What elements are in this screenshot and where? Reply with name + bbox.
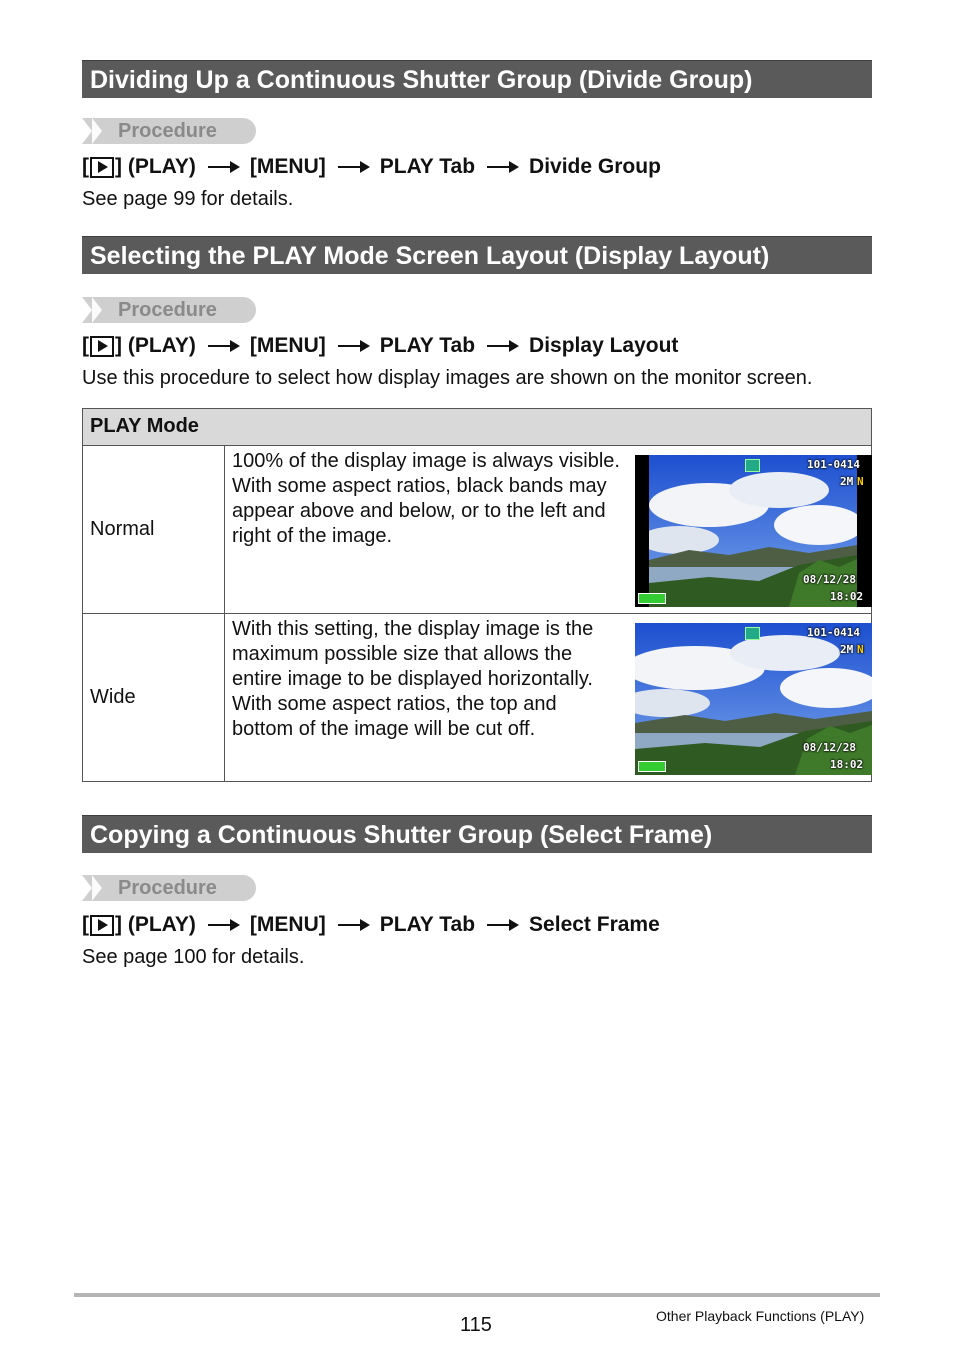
play-mode-table bbox=[82, 408, 872, 782]
battery-icon bbox=[638, 761, 666, 772]
bracket-open: [ bbox=[82, 913, 89, 936]
path-menu: [MENU] bbox=[249, 155, 326, 178]
section-title-display-layout: Selecting the PLAY Mode Screen Layout (Display Layout) bbox=[82, 236, 872, 274]
quality: N bbox=[857, 643, 864, 656]
path-tab: PLAY Tab bbox=[379, 913, 476, 936]
bracket-open: [ bbox=[82, 334, 89, 357]
play-mode-icon bbox=[745, 627, 760, 640]
time: 18:02 bbox=[830, 758, 864, 771]
procedure-tab bbox=[82, 118, 256, 144]
arrow-right-icon bbox=[338, 345, 368, 347]
image-size: 2M bbox=[840, 643, 854, 656]
battery-icon bbox=[638, 593, 666, 604]
mode-name: Normal bbox=[83, 446, 225, 614]
procedure-label: Procedure bbox=[118, 120, 217, 142]
procedure-tab bbox=[82, 875, 256, 901]
procedure-tab bbox=[82, 297, 256, 323]
arrow-right-icon bbox=[208, 166, 238, 168]
path-play: ] (PLAY) bbox=[115, 334, 196, 357]
mode-description: 100% of the display image is always visible. With some aspect ratios, black bands may appear above and below, or to the left and right of the image. bbox=[232, 450, 620, 547]
footer-divider bbox=[74, 1293, 880, 1297]
screen-preview-wide bbox=[635, 623, 872, 775]
section-note: Use this procedure to select how display images are shown on the monitor screen. bbox=[82, 367, 813, 389]
procedure-path bbox=[82, 911, 660, 939]
procedure-path bbox=[82, 153, 661, 181]
date: 08/12/28 bbox=[803, 741, 856, 754]
procedure-label: Procedure bbox=[118, 877, 217, 899]
arrow-right-icon bbox=[338, 924, 368, 926]
section-note: See page 100 for details. bbox=[82, 946, 305, 968]
path-tab: PLAY Tab bbox=[379, 155, 476, 178]
arrow-right-icon bbox=[208, 345, 238, 347]
quality: N bbox=[857, 475, 864, 488]
path-play: ] (PLAY) bbox=[115, 155, 196, 178]
path-item: Display Layout bbox=[529, 334, 679, 357]
path-menu: [MENU] bbox=[249, 913, 326, 936]
play-mode-icon bbox=[745, 459, 760, 472]
mode-description-cell bbox=[225, 614, 872, 782]
arrow-right-icon bbox=[338, 166, 368, 168]
play-icon bbox=[90, 336, 114, 357]
section-note: See page 99 for details. bbox=[82, 188, 294, 210]
arrow-right-icon bbox=[208, 924, 238, 926]
path-play: ] (PLAY) bbox=[115, 913, 196, 936]
date: 08/12/28 bbox=[803, 573, 856, 586]
section-title-select-frame: Copying a Continuous Shutter Group (Select Frame) bbox=[82, 815, 872, 853]
section-title-divide-group: Dividing Up a Continuous Shutter Group (Divide Group) bbox=[82, 60, 872, 98]
table-row bbox=[83, 446, 872, 614]
procedure-label: Procedure bbox=[118, 299, 217, 321]
path-item: Select Frame bbox=[529, 913, 660, 936]
table-row bbox=[83, 614, 872, 782]
file-number: 101-0414 bbox=[807, 458, 860, 471]
mode-description-cell bbox=[225, 446, 872, 614]
play-icon bbox=[90, 915, 114, 936]
path-menu: [MENU] bbox=[249, 334, 326, 357]
table-header: PLAY Mode bbox=[83, 409, 872, 446]
procedure-path bbox=[82, 332, 678, 360]
path-tab: PLAY Tab bbox=[379, 334, 476, 357]
arrow-right-icon bbox=[487, 345, 517, 347]
arrow-right-icon bbox=[487, 166, 517, 168]
play-icon bbox=[90, 157, 114, 178]
file-number: 101-0414 bbox=[807, 626, 860, 639]
chapter-title: Other Playback Functions (PLAY) bbox=[656, 1308, 865, 1324]
image-size: 2M bbox=[840, 475, 854, 488]
mode-name: Wide bbox=[83, 614, 225, 782]
bracket-open: [ bbox=[82, 155, 89, 178]
mode-description: With this setting, the display image is the maximum possible size that allows the entire image to be displayed horizontally. With some aspect ratios, the top and bottom of the image will be cut off. bbox=[232, 618, 594, 740]
page-number: 115 bbox=[460, 1314, 492, 1336]
path-item: Divide Group bbox=[529, 155, 661, 178]
screen-preview-normal bbox=[635, 455, 872, 607]
time: 18:02 bbox=[830, 590, 864, 603]
arrow-right-icon bbox=[487, 924, 517, 926]
